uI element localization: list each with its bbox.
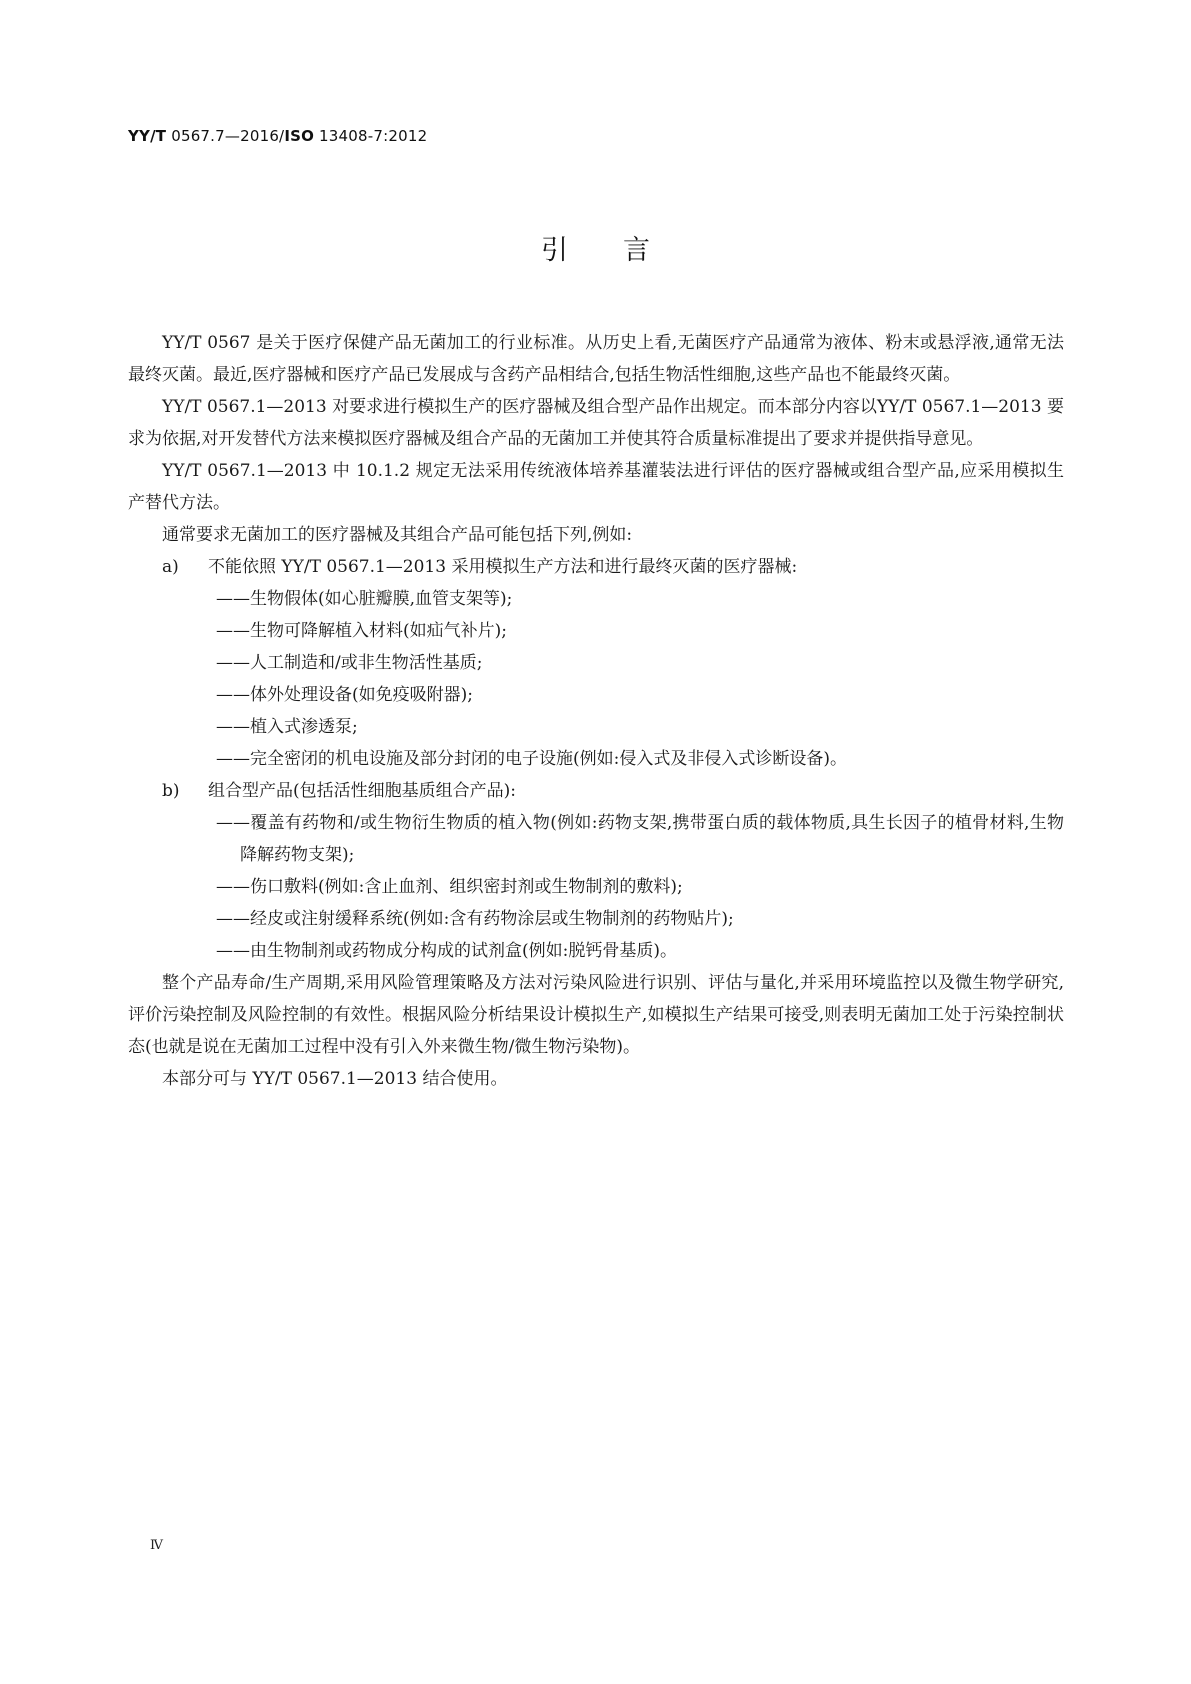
list-item-b [128,775,1064,807]
list-subitem-a3: ——人工制造和/或非生物活性基质; [216,653,483,673]
paragraph-2: YY/T 0567.1—2013 对要求进行模拟生产的医疗器械及组合型产品作出规定。而本部分内容以YY/T 0567.1—2013 要求为依据,对开发替代方法来模拟医疗器械及组合产品的无菌加工并使其符合质量标准提出了要求并提供指导意见。 [128,397,1064,449]
list-marker-b: b) [162,781,180,801]
list-subitem-a2: ——生物可降解植入材料(如疝气补片); [216,621,507,641]
list-item-b-text: 组合型产品(包括活性细胞基质组合产品): [208,781,516,801]
header-code-part-2: 0567.7—2016/ [166,127,285,145]
section-title: 引言 [541,235,705,266]
list-item-a [128,551,1064,583]
standard-code-header [128,127,427,145]
list-marker-a: a) [162,557,179,577]
paragraph-6: 本部分可与 YY/T 0567.1—2013 结合使用。 [162,1069,508,1089]
paragraph-3: YY/T 0567.1—2013 中 10.1.2 规定无法采用传统液体培养基灌装法进行评估的医疗器械或组合型产品,应采用模拟生产替代方法。 [128,461,1064,513]
list-subitem-a6: ——完全密闭的机电设施及部分封闭的电子设施(例如:侵入式及非侵入式诊断设备)。 [216,749,847,769]
paragraph-4: 通常要求无菌加工的医疗器械及其组合产品可能包括下列,例如: [162,525,633,545]
list-item-a-text: 不能依照 YY/T 0567.1—2013 采用模拟生产方法和进行最终灭菌的医疗器械: [208,557,798,577]
list-subitem-b2: ——伤口敷料(例如:含止血剂、组织密封剂或生物制剂的敷料); [216,877,683,897]
list-subitem-b3: ——经皮或注射缓释系统(例如:含有药物涂层或生物制剂的药物贴片); [216,909,734,929]
header-code-part-4: 13408-7:2012 [314,127,428,145]
list-subitem-a5: ——植入式渗透泵; [216,717,358,737]
list-subitem-b4: ——由生物制剂或药物成分构成的试剂盒(例如:脱钙骨基质)。 [216,941,677,961]
list-subitem-a1: ——生物假体(如心脏瓣膜,血管支架等); [216,589,513,609]
paragraph-5: 整个产品寿命/生产周期,采用风险管理策略及方法对污染风险进行识别、评估与量化,并采用环境监控以及微生物学研究,评价污染控制及风险控制的有效性。根据风险分析结果设计模拟生产,如模拟生产结果可接受,则表明无菌加工处于污染控制状态(也就是说在无菌加工过程中没有引入外来微生物/微生物污染物)。 [128,973,1064,1057]
header-code-part-3: ISO [284,127,315,145]
header-code-part-1: YY/T [128,127,167,145]
page-number: Ⅳ [150,1538,163,1553]
document-body [128,327,1064,1095]
paragraph-1: YY/T 0567 是关于医疗保健产品无菌加工的行业标准。从历史上看,无菌医疗产品通常为液体、粉末或悬浮液,通常无法最终灭菌。最近,医疗器械和医疗产品已发展成与含药产品相结合,包括生物活性细胞,这些产品也不能最终灭菌。 [128,333,1064,385]
list-subitem-b1: ——覆盖有药物和/或生物衍生物质的植入物(例如:药物支架,携带蛋白质的载体物质,具生长因子的植骨材料,生物降解药物支架); [216,813,1064,865]
list-subitem-a4: ——体外处理设备(如免疫吸附器); [216,685,473,705]
